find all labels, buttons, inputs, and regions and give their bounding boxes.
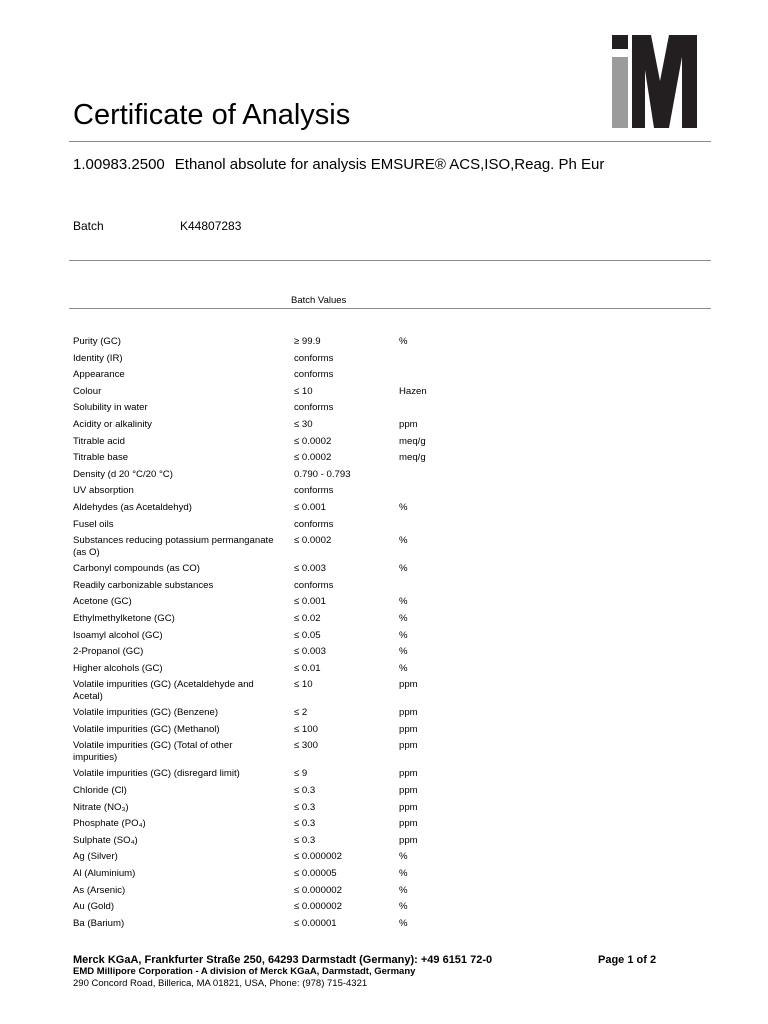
- test-value: ≤ 0.3: [294, 785, 316, 797]
- table-row: [73, 738, 693, 766]
- test-name: Aldehydes (as Acetaldehyd): [73, 501, 192, 513]
- test-unit: %: [399, 662, 408, 674]
- table-row: [73, 334, 693, 351]
- test-unit: %: [399, 501, 408, 513]
- table-row: [73, 800, 693, 817]
- test-value: ≤ 0.05: [294, 629, 321, 641]
- test-name: Appearance: [73, 369, 125, 381]
- test-value: conforms: [294, 369, 334, 381]
- test-name: Carbonyl compounds (as CO): [73, 563, 200, 575]
- test-value: ≤ 10: [294, 385, 313, 397]
- table-row: [73, 533, 693, 561]
- table-row: [73, 661, 693, 678]
- test-value: conforms: [294, 579, 334, 591]
- test-value: ≤ 0.003: [294, 563, 326, 575]
- table-row: [73, 578, 693, 595]
- product-name: Ethanol absolute for analysis EMSURE® ACS,ISO,Reag. Ph Eur: [174, 156, 605, 173]
- test-name: Acetone (GC): [73, 596, 132, 608]
- table-row: [73, 500, 693, 517]
- footer-us-address: 290 Concord Road, Billerica, MA 01821, USA, Phone: (978) 715-4321: [73, 978, 368, 989]
- test-name: Al (Aluminium): [73, 868, 136, 880]
- table-row: [73, 833, 693, 850]
- table-row: [73, 766, 693, 783]
- test-name: Volatile impurities (GC) (Acetaldehyde and Acetal): [73, 679, 254, 703]
- test-unit: ppm: [399, 723, 418, 735]
- test-name: UV absorption: [73, 485, 134, 497]
- test-value: ≤ 0.003: [294, 646, 326, 658]
- test-value: ≤ 300: [294, 740, 318, 752]
- table-row: [73, 483, 693, 500]
- test-unit: %: [399, 535, 408, 547]
- product-line: [73, 155, 604, 175]
- test-value: ≤ 10: [294, 679, 313, 691]
- test-name: Volatile impurities (GC) (disregard limit): [73, 768, 240, 780]
- test-name: Acidity or alkalinity: [73, 418, 152, 430]
- test-value: ≤ 0.0002: [294, 535, 332, 547]
- table-row: [73, 367, 693, 384]
- test-unit: meq/g: [399, 435, 426, 447]
- test-name: As (Arsenic): [73, 884, 126, 896]
- test-name: Colour: [73, 385, 102, 397]
- table-row: [73, 561, 693, 578]
- test-value: conforms: [294, 402, 334, 414]
- test-name: Isoamyl alcohol (GC): [73, 629, 163, 641]
- table-row: [73, 594, 693, 611]
- test-value: ≤ 0.00001: [294, 917, 337, 929]
- test-name: Nitrate (NO₃): [73, 801, 129, 813]
- test-unit: %: [399, 884, 408, 896]
- test-unit: ppm: [399, 707, 418, 719]
- footer-company-address: Merck KGaA, Frankfurter Straße 250, 64293 Darmstadt (Germany): +49 6151 72-0: [73, 954, 493, 966]
- test-value: ≥ 99.9: [294, 336, 321, 347]
- batch-divider: [69, 260, 711, 261]
- table-row: [73, 916, 693, 933]
- table-row: [73, 866, 693, 883]
- test-name: 2-Propanol (GC): [73, 646, 144, 658]
- batch-number: K44807283: [180, 219, 242, 233]
- test-value: ≤ 0.01: [294, 662, 321, 674]
- test-name: Volatile impurities (GC) (Total of other impurities): [73, 740, 233, 764]
- table-row: [73, 417, 693, 434]
- test-unit: ppm: [399, 768, 418, 780]
- test-name: Solubility in water: [73, 402, 148, 414]
- test-unit: ppm: [399, 785, 418, 797]
- table-header-divider: [69, 308, 711, 309]
- test-name: Ethylmethylketone (GC): [73, 612, 175, 624]
- table-row: [73, 611, 693, 628]
- batch-label: Batch: [73, 219, 104, 233]
- test-unit: ppm: [399, 679, 418, 691]
- test-name: Phosphate (PO₄): [73, 818, 146, 830]
- table-row: [73, 628, 693, 645]
- test-unit: ppm: [399, 418, 418, 430]
- table-row: [73, 351, 693, 368]
- test-name: Higher alcohols (GC): [73, 662, 163, 674]
- test-value: ≤ 0.000002: [294, 851, 342, 863]
- test-unit: ppm: [399, 834, 418, 846]
- test-unit: ppm: [399, 818, 418, 830]
- test-value: ≤ 0.001: [294, 501, 326, 513]
- test-unit: %: [399, 629, 408, 641]
- table-row: [73, 450, 693, 467]
- test-name: Sulphate (SO₄): [73, 834, 138, 846]
- merck-logo-icon: [612, 35, 697, 128]
- test-value: ≤ 0.000002: [294, 884, 342, 896]
- test-unit: %: [399, 868, 408, 880]
- test-value: ≤ 100: [294, 723, 318, 735]
- test-unit: ppm: [399, 801, 418, 813]
- test-unit: %: [399, 612, 408, 624]
- test-name: Ba (Barium): [73, 917, 125, 929]
- footer-division: EMD Millipore Corporation - A division of Merck KGaA, Darmstadt, Germany: [73, 966, 416, 977]
- test-value: ≤ 0.001: [294, 596, 326, 608]
- test-unit: %: [399, 336, 408, 347]
- page-title: Certificate of Analysis: [73, 99, 351, 131]
- test-name: Substances reducing potassium permanganate (as O): [73, 535, 274, 559]
- test-name: Purity (GC): [73, 336, 121, 347]
- table-row: [73, 384, 693, 401]
- test-value: ≤ 2: [294, 707, 308, 719]
- test-value: 0.790 - 0.793: [294, 468, 351, 480]
- test-name: Chloride (Cl): [73, 785, 127, 797]
- test-value: ≤ 0.0002: [294, 435, 332, 447]
- table-row: [73, 400, 693, 417]
- test-name: Density (d 20 °C/20 °C): [73, 468, 173, 480]
- test-value: ≤ 30: [294, 418, 313, 430]
- test-unit: %: [399, 917, 408, 929]
- test-unit: %: [399, 901, 408, 913]
- test-name: Identity (IR): [73, 352, 123, 364]
- table-row: [73, 517, 693, 534]
- test-value: ≤ 0.00005: [294, 868, 337, 880]
- test-value: conforms: [294, 485, 334, 497]
- test-value: ≤ 0.3: [294, 818, 316, 830]
- test-unit: %: [399, 646, 408, 658]
- test-name: Volatile impurities (GC) (Benzene): [73, 707, 219, 719]
- table-row: [73, 816, 693, 833]
- test-value: ≤ 0.3: [294, 801, 316, 813]
- table-row: [73, 883, 693, 900]
- table-row: [73, 783, 693, 800]
- test-name: Titrable base: [73, 452, 129, 464]
- analysis-table: [73, 334, 693, 932]
- test-unit: %: [399, 596, 408, 608]
- test-name: Au (Gold): [73, 901, 115, 913]
- test-name: Ag (Silver): [73, 851, 118, 863]
- table-row: [73, 677, 693, 705]
- product-number: 1.00983.2500: [73, 156, 165, 173]
- test-name: Readily carbonizable substances: [73, 579, 214, 591]
- table-row: [73, 722, 693, 739]
- table-row: [73, 705, 693, 722]
- test-value: ≤ 0.3: [294, 834, 316, 846]
- test-value: ≤ 0.0002: [294, 452, 332, 464]
- title-divider: [69, 141, 711, 142]
- test-value: ≤ 0.000002: [294, 901, 342, 913]
- table-row: [73, 899, 693, 916]
- test-value: conforms: [294, 518, 334, 530]
- test-unit: %: [399, 851, 408, 863]
- test-name: Fusel oils: [73, 518, 114, 530]
- test-unit: ppm: [399, 740, 418, 752]
- test-unit: meq/g: [399, 452, 426, 464]
- test-unit: Hazen: [399, 385, 427, 397]
- table-row: [73, 434, 693, 451]
- table-row: [73, 467, 693, 484]
- test-value: ≤ 0.02: [294, 612, 321, 624]
- test-name: Volatile impurities (GC) (Methanol): [73, 723, 220, 735]
- page-number: Page 1 of 2: [598, 954, 657, 966]
- test-unit: %: [399, 563, 408, 575]
- test-value: ≤ 9: [294, 768, 308, 780]
- test-name: Titrable acid: [73, 435, 125, 447]
- table-row: [73, 849, 693, 866]
- batch-values-column-header: Batch Values: [291, 295, 347, 306]
- test-value: conforms: [294, 352, 334, 364]
- table-row: [73, 644, 693, 661]
